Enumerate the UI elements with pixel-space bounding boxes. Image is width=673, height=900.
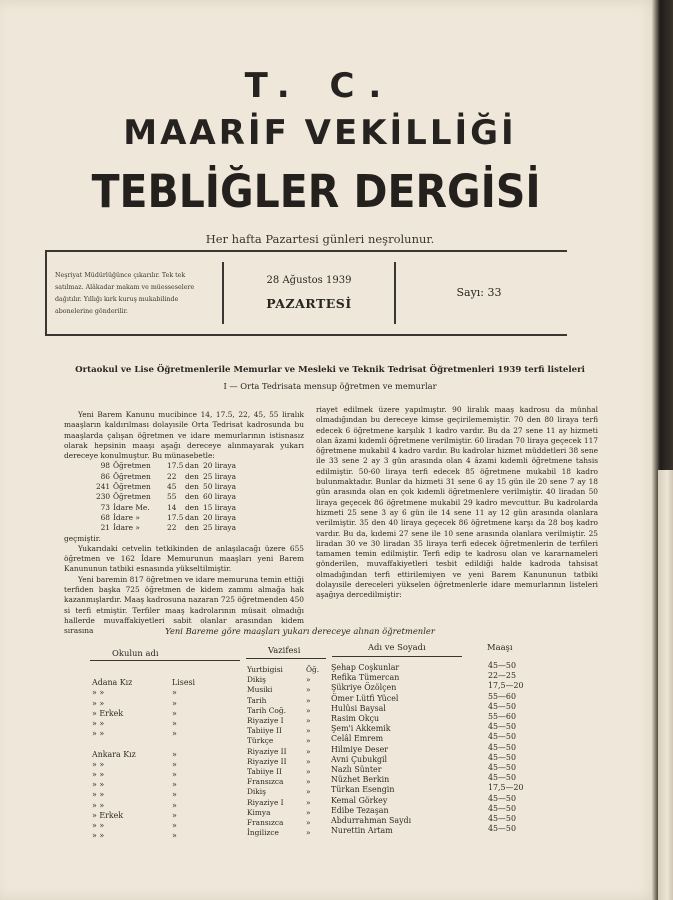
table-cell-name: Refika Tümercan bbox=[331, 673, 400, 683]
info-box-top-rule bbox=[45, 250, 567, 252]
table-cell-duty: Riyaziye I bbox=[247, 797, 284, 807]
table-cell-school: » bbox=[172, 800, 177, 810]
table-cell-extra: Öğ. bbox=[306, 665, 320, 674]
info-box-divider-1 bbox=[222, 262, 224, 324]
underlying-page bbox=[658, 470, 673, 900]
table-cell-salary: 17,5—20 bbox=[488, 681, 524, 691]
table-cell-extra: » bbox=[306, 675, 311, 685]
table-cell-school: » bbox=[172, 790, 177, 800]
left-column bbox=[64, 410, 304, 637]
issue-day: PAZARTESİ bbox=[266, 296, 352, 311]
table-cell-school: » bbox=[172, 698, 177, 708]
table-cell-city: Ankara Kız bbox=[92, 749, 136, 759]
info-box-left-rule bbox=[45, 250, 47, 336]
table-cell-name: Abdurrahman Saydı bbox=[331, 816, 412, 826]
table-salary-column bbox=[488, 661, 538, 834]
table-cell-name: Şükriye Özölçen bbox=[331, 683, 397, 693]
table-cell-name: Ömer Lütfi Yücel bbox=[331, 693, 399, 703]
table-cell-city: » » bbox=[92, 759, 105, 769]
table-cell-city: » » bbox=[92, 688, 105, 698]
table-cell-extra: » bbox=[306, 756, 311, 766]
stats-list bbox=[64, 461, 304, 533]
left-paragraph-2: Yukarıdaki cetvelin tetkikinden de anlaşılacağı üzere 655 öğretmen ve 162 İdare Memurunun maaşları yeni Barem Kanununun tatbiki esnasında yükseltilmiştir. bbox=[64, 543, 304, 574]
table-cell-salary: 45—50 bbox=[488, 793, 516, 803]
table-cell-school: » bbox=[172, 749, 177, 759]
right-column bbox=[316, 405, 598, 601]
table-cell-name: Edibe Tezaşan bbox=[331, 805, 389, 815]
masthead-ministry: MAARİF VEKİLLİĞİ bbox=[123, 113, 517, 153]
header-school: Okulun adı bbox=[112, 648, 159, 658]
table-cell-salary: 55—60 bbox=[488, 712, 516, 722]
left-paragraph-1: Yeni Barem Kanunu mucibince 14, 17.5, 22, 45, 55 liralık maaşların kaldırılması dolayısile Orta Tedrisat kadrosunda bu maaşlarda çalışan öğretmen ve idare memurlarının istisnasız olarak hepsinin maaşı aşağı dereceye alınmayarak yukarı dereceye konulmuştur. Bu münasebetle: bbox=[64, 410, 304, 461]
masthead-tc: T. C. bbox=[244, 66, 396, 106]
table-cell-name: Rasim Okçu bbox=[331, 714, 380, 724]
stats-row: 230 Öğretmen 55 den 60 liraya bbox=[96, 492, 237, 502]
table-cell-school: » bbox=[172, 729, 177, 739]
table-cell-school: » bbox=[172, 821, 177, 831]
table-cell-city: » » bbox=[92, 780, 105, 790]
table-cell-school: Lisesi bbox=[172, 678, 196, 688]
table-cell-salary: 22—25 bbox=[488, 671, 516, 681]
table-cell-name: Hulûsi Baysal bbox=[331, 703, 386, 713]
table-cell-duty: Dikiş bbox=[247, 675, 266, 685]
issue-number: Sayı: 33 bbox=[456, 286, 502, 299]
table-cell-duty: Tabiiye II bbox=[247, 726, 282, 736]
table-cell-city: » » bbox=[92, 770, 105, 780]
table-cell-salary: 17,5—20 bbox=[488, 783, 524, 793]
stats-row: 21 İdare » 22 den 25 liraya bbox=[100, 523, 237, 533]
header-name: Adı ve Soyadı bbox=[368, 642, 426, 652]
table-cell-duty: İngilizce bbox=[247, 828, 279, 838]
table-cell-extra: » bbox=[306, 726, 311, 736]
table-title: Yeni Bareme göre maaşları yukarı dereceye alınan öğretmenler bbox=[165, 626, 435, 636]
table-cell-extra: » bbox=[306, 685, 311, 695]
table-cell-extra: » bbox=[306, 828, 311, 838]
table-cell-city bbox=[92, 739, 162, 749]
header-duty: Vazifesi bbox=[268, 645, 301, 655]
table-cell-duty: Tarih bbox=[247, 695, 267, 705]
header-rule-school bbox=[90, 660, 240, 661]
table-cell-salary: 45—50 bbox=[488, 661, 516, 670]
table-cell-city: » » bbox=[92, 831, 105, 841]
table-cell-city: Adana Kız bbox=[92, 678, 133, 688]
table-cell-extra: » bbox=[306, 787, 311, 797]
table-school-column bbox=[172, 668, 212, 841]
table-cell-extra: » bbox=[306, 818, 311, 828]
table-cell-name: Nazlı Sünter bbox=[331, 765, 382, 775]
table-cell-school: » bbox=[172, 688, 177, 698]
table-cell-duty: Riyaziye II bbox=[247, 746, 287, 756]
table-cell-extra: » bbox=[306, 705, 311, 715]
table-cell-name: Nurettin Artam bbox=[331, 826, 393, 836]
table-cell-salary: 45—50 bbox=[488, 752, 516, 762]
issue-date: 28 Ağustos 1939 bbox=[266, 275, 352, 286]
info-box-bottom-rule bbox=[45, 334, 567, 336]
masthead-title: TEBLİĞLER DERGİSİ bbox=[91, 165, 541, 218]
table-cell-duty: Tabiiye II bbox=[247, 767, 282, 777]
table-cell-city: » » bbox=[92, 821, 105, 831]
left-paragraph-3: Yeni baremin 817 öğretmen ve idare memuruna temin ettiği terfiden başka 725 öğretmen de kidem zammı almağa hak kazanmışlardır. Maaş kadrosuna nazaran 725 öğretmenden 450 si terfi etmiştir. Terfiler maaş kadrolarının müsait olmadığı hallerde muvaffakiyetleri sabit olanlar arasından kidem sırasına bbox=[64, 574, 304, 636]
table-cell-school: » bbox=[172, 810, 177, 820]
article-subtitle: I — Orta Tedrisata mensup öğretmen ve memurlar bbox=[223, 381, 437, 391]
table-cell-extra: » bbox=[306, 736, 311, 746]
right-paragraph: riayet edilmek üzere yapılmıştır. 90 liralık maaş kadrosu da münhal olmadığından bu dereceye kimse geçirilememiştir. 70 den 80 liraya terfi edecek 6 öğretmene karşılık 1 kadro vardır. Bu da 27 sene 11 ay hizmeti olan âzami kıdemli öğretmene verilmiştir. 60 liradan 70 liraya geçecek 117 öğretmene mukabil 4 kadro vardır. Bu kadrolar hizmet müddetleri 38 sene ile 33 sene 2 ay 3 gün arasında olan 4 âzami kıdemli öğretmene tahsis edilmiştir. 50-60 liraya terfi edecek 85 öğretmene mukabil 18 kadro bulunmaktadır. Bunlar da hizmeti 31 sene 6 ay 15 gün ile 20 sene 7 ay 18 gün arasında olan en çok kıdemli öğretmenlere verilmiştir. 40 liradan 50 liraya geçecek 86 öğretmene mukabil 29 kadro mevcuttur. Bu kadrolarda hizmeti 25 sene 3 ay 6 gün ile 14 sene 11 ay 12 gün arasında olanlara verilmiştir. 35 den 40 liraya geçecek 86 öğretmene karşı da 28 boş kadro vardır. Bu da, kıdemi 27 sene ile 10 sene arasında olanlara verilmiştir. 25 liradan 30 ve 30 liradan 35 liraya terfi edecek öğretmenlerin de terfileri tamamen temin edilmiştir. Terfi edip te kadrosu olan ve kararnameleri gönderilen, muvaffakiyetleri tesbit edildiği halde kadroda tahsisat olmadığından terfi ettirilemiyen ve yeni Barem Kanununun tatbiki dolayısile dereceleri yükselen öğretmenlerle idare memurlarının listeleri aşağıya dercedilmiştir: bbox=[316, 405, 598, 600]
table-cell-duty: Riyaziye I bbox=[247, 716, 284, 726]
table-cell-duty: Türkçe bbox=[247, 736, 274, 746]
table-cell-duty: Tarih Coğ. bbox=[247, 705, 286, 715]
stats-row: 73 İdare Me. 14 den 15 liraya bbox=[100, 502, 237, 512]
table-cell-salary: 45—50 bbox=[488, 732, 516, 742]
table-cell-extra: » bbox=[306, 767, 311, 777]
table-cell-name: Nüzhet Berkin bbox=[331, 775, 390, 785]
table-cell-name: Şehap Coşkunlar bbox=[331, 663, 400, 672]
table-cell-extra: » bbox=[306, 716, 311, 726]
table-cell-city: » Erkek bbox=[92, 810, 124, 820]
table-city-column bbox=[92, 668, 162, 841]
table-cell-name: Kemal Görkey bbox=[331, 795, 388, 805]
table-cell-city: » » bbox=[92, 800, 105, 810]
table-cell-salary: 45—50 bbox=[488, 773, 516, 783]
header-rule-name bbox=[332, 656, 462, 657]
stats-row: 86 Öğretmen 22 den 25 liraya bbox=[100, 471, 237, 481]
table-cell-salary: 45—50 bbox=[488, 814, 516, 824]
table-cell-salary: 45—50 bbox=[488, 701, 516, 711]
table-cell-duty: Riyaziye II bbox=[247, 756, 287, 766]
table-cell-duty: Dikiş bbox=[247, 787, 266, 797]
table-cell-name: Türkan Esengin bbox=[331, 785, 395, 795]
table-cell-salary: 45—50 bbox=[488, 722, 516, 732]
table-cell-extra: » bbox=[306, 746, 311, 756]
table-cell-duty: Kimya bbox=[247, 807, 271, 817]
table-cell-name: Şem'i Akkemik bbox=[331, 724, 391, 734]
header-salary: Maaşı bbox=[487, 642, 513, 652]
table-cell-city: » » bbox=[92, 698, 105, 708]
table-cell-school: » bbox=[172, 719, 177, 729]
table-cell-city: » » bbox=[92, 790, 105, 800]
table-cell-extra: » bbox=[306, 777, 311, 787]
table-cell-city: » » bbox=[92, 719, 105, 729]
table-cell-school bbox=[172, 668, 212, 678]
stats-row: 241 Öğretmen 45 den 50 liraya bbox=[96, 482, 237, 492]
table-cell-extra: » bbox=[306, 807, 311, 817]
header-rule-duty bbox=[246, 658, 326, 659]
table-cell-duty: Fransızca bbox=[247, 818, 284, 828]
table-cell-extra: » bbox=[306, 797, 311, 807]
table-role-column bbox=[306, 665, 322, 838]
table-cell-school: » bbox=[172, 780, 177, 790]
table-cell-name: Hilmiye Deser bbox=[331, 744, 389, 754]
table-duty-column bbox=[247, 665, 307, 838]
table-cell-salary: 45—50 bbox=[488, 803, 516, 813]
table-cell-name: Avni Çubukgil bbox=[331, 754, 388, 764]
table-cell-salary: 45—50 bbox=[488, 763, 516, 773]
table-cell-duty: Musiki bbox=[247, 685, 273, 695]
stats-row: 98 Öğretmen 17.5 dan 20 liraya bbox=[100, 461, 237, 471]
table-cell-school bbox=[172, 739, 212, 749]
article-title: Ortaokul ve Lise Öğretmenlerile Memurlar ve Mesleki ve Teknik Tedrisat Öğretmenleri 1939 terfi listeleri bbox=[75, 365, 585, 375]
table-cell-school: » bbox=[172, 770, 177, 780]
table-cell-salary: 45—50 bbox=[488, 742, 516, 752]
table-cell-school: » bbox=[172, 708, 177, 718]
table-name-column bbox=[331, 663, 451, 836]
table-cell-school: » bbox=[172, 831, 177, 841]
table-cell-duty: Yurtbigisi bbox=[247, 665, 283, 674]
left-after-stats: geçmiştir. bbox=[64, 533, 101, 543]
table-cell-extra: » bbox=[306, 695, 311, 705]
table-cell-city bbox=[92, 668, 162, 678]
table-cell-city: » Erkek bbox=[92, 708, 124, 718]
table-cell-salary: 45—50 bbox=[488, 824, 516, 834]
stats-row: 68 İdare » 17.5 dan 20 liraya bbox=[100, 512, 237, 522]
table-cell-city: » » bbox=[92, 729, 105, 739]
info-box-divider-2 bbox=[394, 262, 396, 324]
table-cell-school: » bbox=[172, 759, 177, 769]
publisher-note: Neşriyat Müdürlüğünce çıkarılır. Tek tek satılmaz. Alâkadar makam ve müesseselere dağıtılır. Yıllığı kırk kuruş mukabilinde abonelerine gönderilir. bbox=[55, 272, 195, 315]
table-cell-name: Celâl Emrem bbox=[331, 734, 384, 744]
table-cell-salary: 55—60 bbox=[488, 691, 516, 701]
table-cell-duty: Fransızca bbox=[247, 777, 284, 787]
masthead-tagline: Her hafta Pazartesi günleri neşrolunur. bbox=[205, 232, 435, 246]
